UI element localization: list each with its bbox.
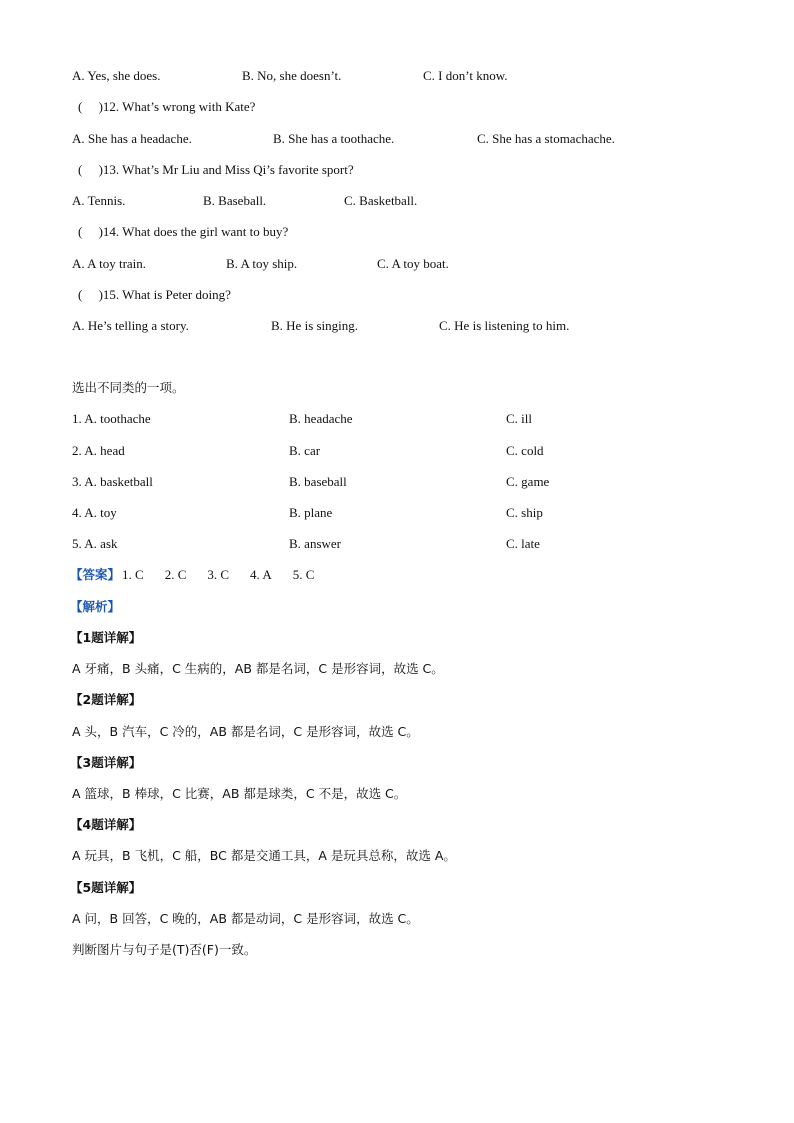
answer-blank: ( ) bbox=[78, 99, 103, 114]
answer-4: 4. A bbox=[250, 567, 272, 582]
q13-option-b: B. Baseball. bbox=[203, 193, 267, 208]
row3-option-c: C. game bbox=[506, 474, 550, 489]
answer-2: 2. C bbox=[164, 567, 187, 582]
row2-option-b: B. car bbox=[289, 443, 321, 458]
row3-option-b: B. baseball bbox=[289, 474, 347, 489]
row1-option-b: B. headache bbox=[289, 411, 353, 426]
odd-one-out-row bbox=[72, 505, 626, 521]
row2-option-a: 2. A. head bbox=[72, 443, 125, 458]
q12-option-c: C. She has a stomachache. bbox=[477, 131, 615, 146]
detail-2-heading: 【2题详解】 bbox=[70, 692, 142, 707]
detail-1-heading: 【1题详解】 bbox=[70, 630, 142, 645]
q13-option-c: C. Basketball. bbox=[344, 193, 418, 208]
detail-2-text: A 头，B 汽车，C 冷的，AB 都是名词，C 是形容词，故选 C。 bbox=[72, 724, 419, 739]
row4-option-b: B. plane bbox=[289, 505, 333, 520]
q14-options bbox=[72, 256, 449, 272]
odd-one-out-row bbox=[72, 411, 626, 427]
detail-3-heading: 【3题详解】 bbox=[70, 755, 142, 770]
row5-option-a: 5. A. ask bbox=[72, 536, 118, 551]
odd-one-out-row bbox=[72, 474, 626, 490]
row1-option-a: 1. A. toothache bbox=[72, 411, 151, 426]
q11-option-b: B. No, she doesn’t. bbox=[242, 68, 342, 83]
q12-option-a: A. She has a headache. bbox=[72, 131, 192, 146]
section-instruction-true-false: 判断图片与句子是(T)否(F)一致。 bbox=[72, 942, 257, 957]
odd-one-out-row bbox=[72, 536, 626, 552]
section-instruction-odd-one-out: 选出不同类的一项。 bbox=[72, 380, 185, 395]
answer-3: 3. C bbox=[207, 567, 230, 582]
q14-option-c: C. A toy boat. bbox=[377, 256, 449, 271]
q15-options bbox=[72, 318, 569, 334]
q14-question bbox=[72, 224, 288, 240]
odd-one-out-row bbox=[72, 443, 626, 459]
analysis-label: 【解析】 bbox=[70, 599, 121, 614]
answer-1: 1. C bbox=[122, 567, 144, 582]
q15-option-a: A. He’s telling a story. bbox=[72, 318, 189, 333]
detail-3-text: A 篮球，B 棒球，C 比赛，AB 都是球类，C 不是，故选 C。 bbox=[72, 786, 407, 801]
q15-question bbox=[72, 287, 231, 303]
detail-1-text: A 牙痛，B 头痛，C 生病的，AB 都是名词，C 是形容词，故选 C。 bbox=[72, 661, 444, 676]
row4-option-c: C. ship bbox=[506, 505, 543, 520]
q12-option-b: B. She has a toothache. bbox=[273, 131, 395, 146]
answer-5: 5. C bbox=[292, 567, 315, 582]
q15-text: 15. What is Peter doing? bbox=[102, 287, 231, 302]
row3-option-a: 3. A. basketball bbox=[72, 474, 153, 489]
q11-option-c: C. I don’t know. bbox=[423, 68, 508, 83]
row4-option-a: 4. A. toy bbox=[72, 505, 117, 520]
row1-option-c: C. ill bbox=[506, 411, 533, 426]
q14-option-b: B. A toy ship. bbox=[226, 256, 298, 271]
q12-question bbox=[72, 99, 255, 115]
q15-option-b: B. He is singing. bbox=[271, 318, 359, 333]
row2-option-c: C. cold bbox=[506, 443, 544, 458]
answer-line bbox=[70, 567, 335, 583]
q12-text: 12. What’s wrong with Kate? bbox=[102, 99, 256, 114]
detail-4-text: A 玩具，B 飞机，C 船，BC 都是交通工具，A 是玩具总称，故选 A。 bbox=[72, 848, 456, 863]
answer-blank: ( ) bbox=[78, 162, 103, 177]
q11-option-a: A. Yes, she does. bbox=[72, 68, 161, 83]
detail-5-text: A 问，B 回答，C 晚的，AB 都是动词，C 是形容词，故选 C。 bbox=[72, 911, 419, 926]
q11-options bbox=[72, 68, 508, 84]
answer-blank: ( ) bbox=[78, 287, 103, 302]
q15-option-c: C. He is listening to him. bbox=[439, 318, 570, 333]
q13-text: 13. What’s Mr Liu and Miss Qi’s favorite sport? bbox=[102, 162, 354, 177]
q12-options bbox=[72, 131, 615, 147]
row5-option-b: B. answer bbox=[289, 536, 341, 551]
q13-question bbox=[72, 162, 354, 178]
q14-text: 14. What does the girl want to buy? bbox=[102, 224, 289, 239]
q14-option-a: A. A toy train. bbox=[72, 256, 147, 271]
q13-option-a: A. Tennis. bbox=[72, 193, 126, 208]
q13-options bbox=[72, 193, 417, 209]
detail-4-heading: 【4题详解】 bbox=[70, 817, 142, 832]
answer-blank: ( ) bbox=[78, 224, 103, 239]
answer-label: 【答案】 bbox=[70, 567, 121, 582]
row5-option-c: C. late bbox=[506, 536, 540, 551]
detail-5-heading: 【5题详解】 bbox=[70, 880, 142, 895]
